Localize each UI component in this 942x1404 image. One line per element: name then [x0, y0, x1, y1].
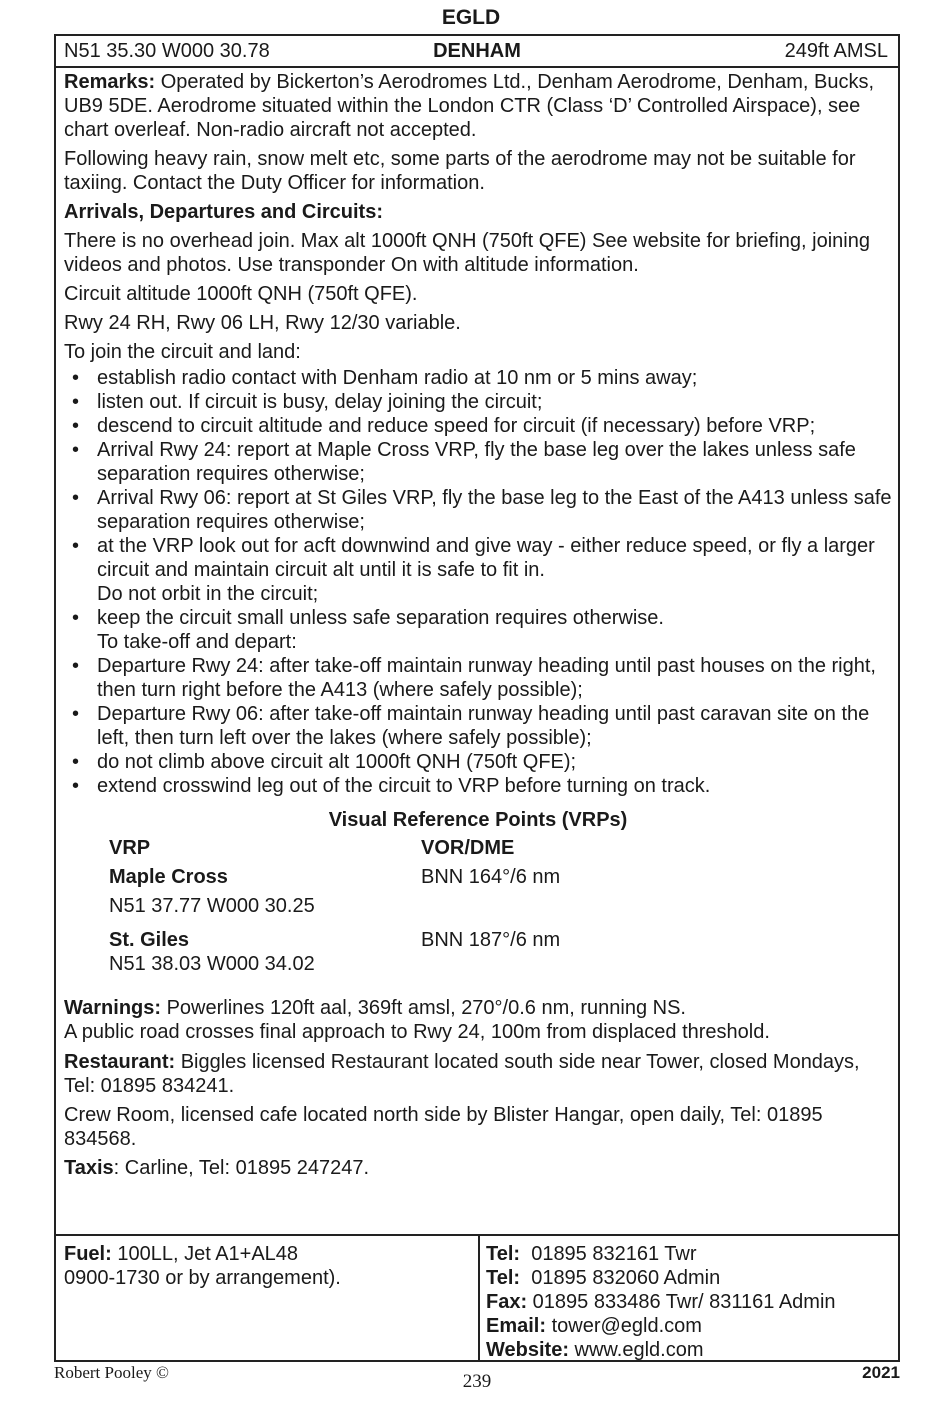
procedure-list	[64, 366, 892, 798]
procedure-item	[64, 390, 892, 414]
procedure-text: establish radio contact with Denham radio at 10 nm or 5 mins away;	[97, 367, 698, 389]
contact-label: Fax:	[486, 1291, 528, 1313]
contact-value: tower@egld.com	[546, 1315, 702, 1337]
procedure-text: Departure Rwy 24: after take-off maintain runway heading until past houses on the right, then turn right before the A413 (where safely possible);	[97, 655, 876, 701]
vrp-vordme: BNN 187°/6 nm	[421, 929, 561, 951]
fuel-text: 100LL, Jet A1+AL48	[111, 1243, 299, 1265]
crew-room-paragraph: Crew Room, licensed cafe located north side by Blister Hangar, open daily, Tel: 01895 834568.	[64, 1104, 823, 1150]
page-number: 239	[462, 1371, 492, 1392]
bullet-marker: •	[72, 439, 80, 461]
procedure-text: keep the circuit small unless safe separation requires otherwise.	[97, 607, 664, 629]
procedure-item	[64, 630, 892, 654]
remarks-text: Operated by Bickerton’s Aerodromes Ltd., Denham Aerodrome, Denham, Bucks, UB9 5DE. Aerodrome situated within the London CTR (Class ‘D’ Controlled Airspace), see chart overleaf. Non-radio aircraft not accepted.	[64, 71, 875, 141]
taxis-text: : Carline, Tel: 01895 247247.	[113, 1157, 370, 1179]
taxis-paragraph	[64, 1156, 892, 1180]
contact-value: 01895 832060 Admin	[520, 1267, 721, 1289]
aerodrome-entry	[54, 34, 900, 1362]
procedure-item	[64, 654, 892, 702]
procedure-text: do not climb above circuit alt 1000ft QNH (750ft QFE);	[97, 751, 577, 773]
contact-line	[486, 1266, 836, 1290]
aerodrome-coordinates: N51 35.30 W000 30.78	[64, 40, 270, 62]
fuel-label: Fuel:	[64, 1243, 112, 1265]
contact-label: Tel:	[486, 1267, 521, 1289]
arrivals-paragraph-4: To join the circuit and land:	[64, 341, 301, 363]
bullet-marker: •	[72, 655, 80, 677]
bullet-marker: •	[72, 391, 80, 413]
entry-body	[64, 70, 892, 1185]
vrp-table	[64, 832, 892, 982]
bullet-marker: •	[72, 607, 80, 629]
procedure-text: extend crosswind leg out of the circuit to VRP before turning on track.	[97, 775, 711, 797]
procedure-item	[64, 702, 892, 750]
fuel-info	[64, 1242, 464, 1290]
bullet-marker: •	[72, 367, 80, 389]
procedure-text: To take-off and depart:	[97, 631, 297, 653]
procedure-text: descend to circuit altitude and reduce speed for circuit (if necessary) before VRP;	[97, 415, 816, 437]
procedure-item	[64, 582, 892, 606]
procedure-item	[64, 750, 892, 774]
bullet-marker: •	[72, 703, 80, 725]
arrivals-title: Arrivals, Departures and Circuits:	[64, 201, 383, 223]
taxis-label: Taxis	[64, 1157, 114, 1179]
entry-header	[56, 36, 898, 68]
restaurant-label: Restaurant:	[64, 1051, 176, 1073]
procedure-item	[64, 486, 892, 534]
restaurant-paragraph	[64, 1050, 892, 1098]
remarks-label: Remarks:	[64, 71, 156, 93]
vrp-coords: N51 38.03 W000 34.02	[109, 953, 315, 975]
restaurant-text: Biggles licensed Restaurant located south side near Tower, closed Mondays, Tel: 01895 834241.	[64, 1051, 860, 1097]
vrp-col-header: VRP	[109, 837, 151, 859]
aerodrome-code: EGLD	[441, 6, 501, 29]
contact-value: 01895 833486 Twr/ 831161 Admin	[527, 1291, 836, 1313]
contact-value: 01895 832161 Twr	[520, 1243, 697, 1265]
edition-year: 2021	[862, 1363, 900, 1382]
vrp-title: Visual Reference Points (VRPs)	[328, 809, 628, 831]
aerodrome-name: DENHAM	[433, 40, 521, 62]
procedure-item	[64, 414, 892, 438]
contact-info	[486, 1242, 836, 1362]
vrp-name: St. Giles	[109, 929, 190, 951]
vrp-coords: N51 37.77 W000 30.25	[109, 895, 315, 917]
contact-label: Website:	[486, 1339, 569, 1361]
procedure-item	[64, 534, 892, 582]
fuel-hours: 0900-1730 or by arrangement).	[64, 1267, 341, 1289]
contact-line	[486, 1314, 836, 1338]
aerodrome-elevation: 249ft AMSL	[784, 40, 888, 62]
vrp-vordme: BNN 164°/6 nm	[421, 866, 561, 888]
procedure-text: Do not orbit in the circuit;	[97, 583, 319, 605]
warnings-paragraph	[64, 996, 892, 1044]
procedure-text: Arrival Rwy 24: report at Maple Cross VRP, fly the base leg over the lakes unless safe separation requires otherwise;	[97, 439, 856, 485]
arrivals-paragraph-1: There is no overhead join. Max alt 1000ft QNH (750ft QFE) See website for briefing, joining videos and photos. Use transponder On with altitude information.	[64, 230, 870, 276]
procedure-text: listen out. If circuit is busy, delay joining the circuit;	[97, 391, 543, 413]
contact-label: Email:	[486, 1315, 547, 1337]
procedure-item	[64, 366, 892, 390]
procedure-item	[64, 438, 892, 486]
contact-line	[486, 1338, 836, 1362]
procedure-text: Arrival Rwy 06: report at St Giles VRP, fly the base leg to the East of the A413 unless safe separation requires otherwise;	[97, 487, 892, 533]
warnings-line-2: A public road crosses final approach to Rwy 24, 100m from displaced threshold.	[64, 1021, 770, 1043]
procedure-text: at the VRP look out for acft downwind and give way - either reduce speed, or fly a larger circuit and maintain circuit alt until it is safe to fit in.	[97, 535, 875, 581]
arrivals-paragraph-3: Rwy 24 RH, Rwy 06 LH, Rwy 12/30 variable.	[64, 312, 461, 334]
remarks-paragraph-2: Following heavy rain, snow melt etc, some parts of the aerodrome may not be suitable for taxiing. Contact the Duty Officer for information.	[64, 148, 856, 194]
entry-footer	[56, 1234, 898, 1360]
warnings-text: Powerlines 120ft aal, 369ft amsl, 270°/0.6 nm, running NS.	[161, 997, 686, 1019]
contact-line	[486, 1290, 836, 1314]
author-credit: Robert Pooley ©	[54, 1363, 169, 1382]
arrivals-paragraph-2: Circuit altitude 1000ft QNH (750ft QFE).	[64, 283, 418, 305]
contact-label: Tel:	[486, 1243, 521, 1265]
remarks-paragraph	[64, 70, 892, 142]
warnings-label: Warnings:	[64, 997, 162, 1019]
bullet-marker: •	[72, 535, 80, 557]
bullet-marker: •	[72, 415, 80, 437]
procedure-text: Departure Rwy 06: after take-off maintain runway heading until past caravan site on the left, then turn left over the lakes (where safely possible);	[97, 703, 870, 749]
contact-value: www.egld.com	[568, 1339, 704, 1361]
bullet-marker: •	[72, 775, 80, 797]
contact-line	[486, 1242, 836, 1266]
vrp-name: Maple Cross	[109, 866, 228, 888]
bullet-marker: •	[72, 751, 80, 773]
footer-divider	[478, 1236, 480, 1360]
procedure-item	[64, 606, 892, 630]
bullet-marker: •	[72, 487, 80, 509]
procedure-item	[64, 774, 892, 798]
vordme-col-header: VOR/DME	[421, 837, 515, 859]
